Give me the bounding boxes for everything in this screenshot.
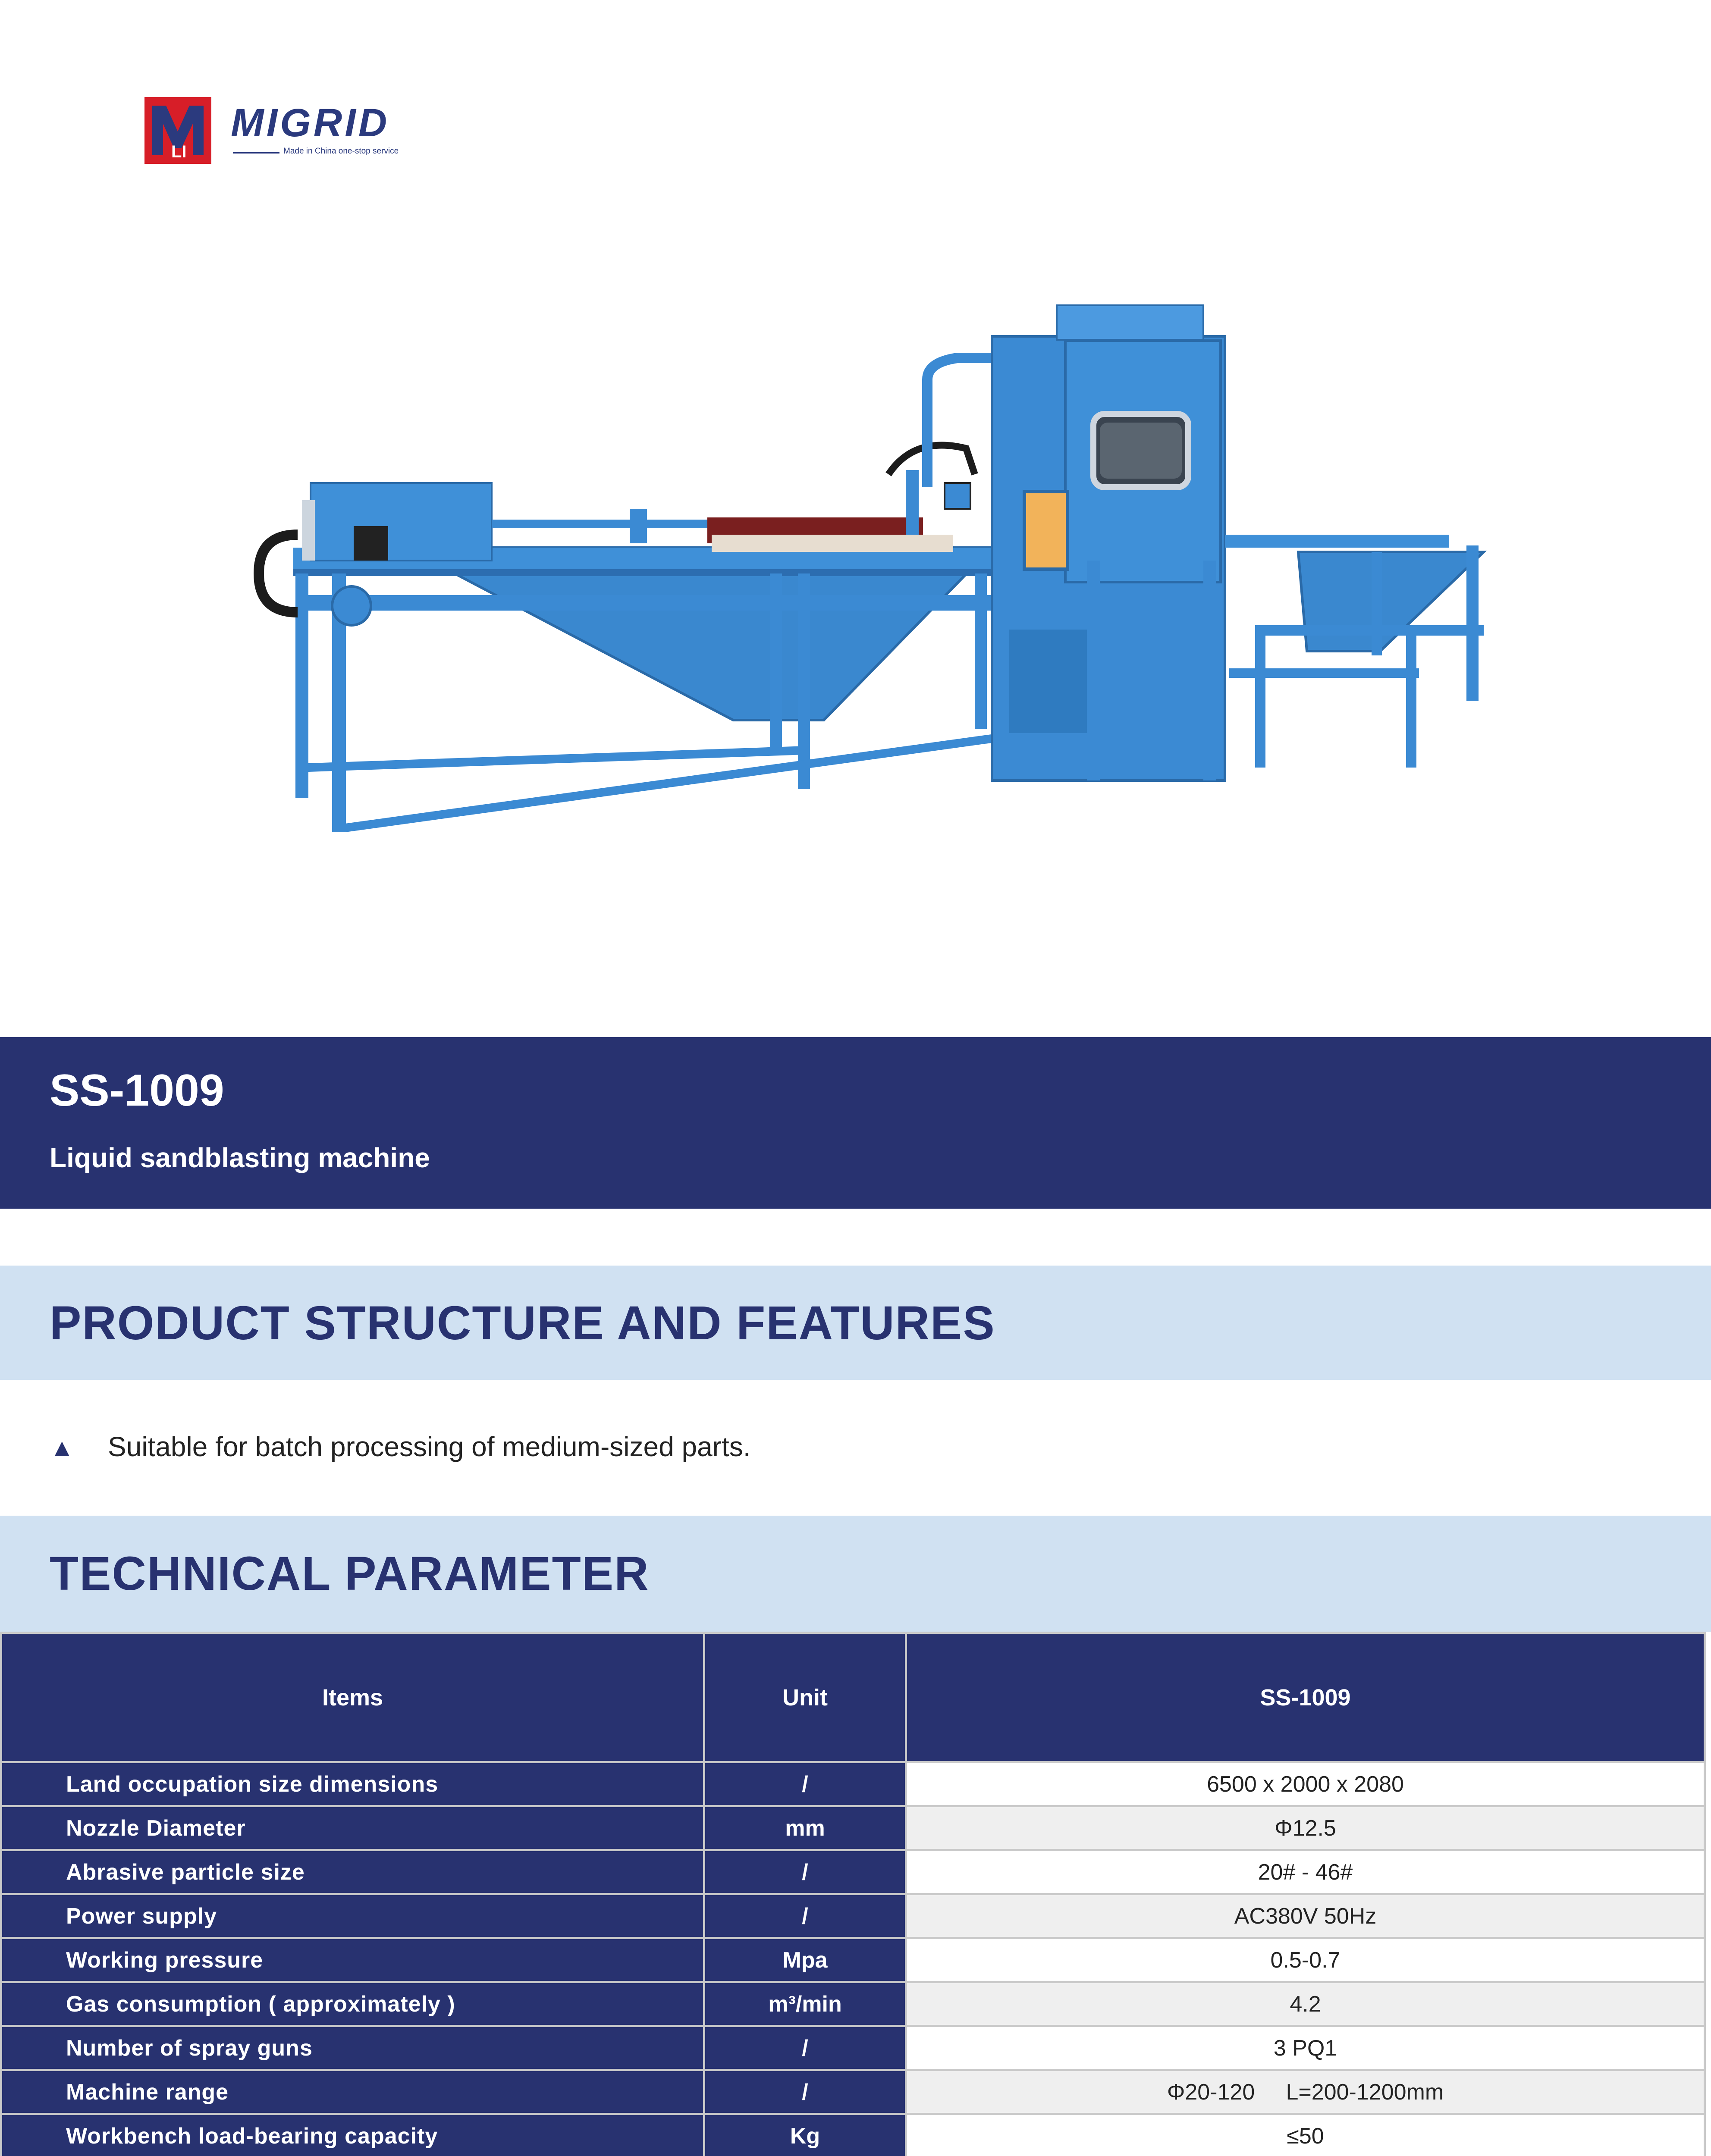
brand-name: MIGRID xyxy=(231,101,390,145)
row-item: Workbench load-bearing capacity xyxy=(1,2114,704,2156)
table-row xyxy=(1,2070,1705,2114)
row-value: 20# - 46# xyxy=(906,1850,1705,1894)
product-name: Liquid sandblasting machine xyxy=(50,1142,430,1173)
machine-image xyxy=(242,293,1501,906)
row-item: Nozzle Diameter xyxy=(1,1806,704,1850)
row-value: 0.5-0.7 xyxy=(906,1938,1705,1982)
row-unit: m³/min xyxy=(704,1982,906,2026)
row-item: Machine range xyxy=(1,2070,704,2114)
brand-tagline: Made in China one-stop service xyxy=(283,147,399,156)
row-unit: Kg xyxy=(704,2114,906,2156)
logo-mark xyxy=(144,97,211,164)
row-item: Number of spray guns xyxy=(1,2026,704,2070)
row-value: ≤50 xyxy=(906,2114,1705,2156)
brand-logo xyxy=(144,97,446,166)
row-unit: mm xyxy=(704,1806,906,1850)
row-item: Power supply xyxy=(1,1894,704,1938)
row-item: Gas consumption ( approximately ) xyxy=(1,1982,704,2026)
table-row xyxy=(1,2026,1705,2070)
row-item: Working pressure xyxy=(1,1938,704,1982)
row-unit: Mpa xyxy=(704,1938,906,1982)
row-value: AC380V 50Hz xyxy=(906,1894,1705,1938)
svg-text:LI: LI xyxy=(171,142,187,161)
row-unit: / xyxy=(704,1762,906,1806)
params-title: TECHNICAL PARAMETER xyxy=(50,1547,650,1600)
triangle-bullet-icon: ▲ xyxy=(50,1434,75,1462)
header-items: Items xyxy=(1,1633,704,1762)
row-value: 6500 x 2000 x 2080 xyxy=(906,1762,1705,1806)
logo-underline xyxy=(233,152,279,154)
table-row xyxy=(1,2114,1705,2156)
feature-item xyxy=(50,1431,751,1463)
row-unit: / xyxy=(704,2026,906,2070)
row-value: 3 PQ1 xyxy=(906,2026,1705,2070)
table-row xyxy=(1,1762,1705,1806)
header-model: SS-1009 xyxy=(906,1633,1705,1762)
features-title: PRODUCT STRUCTURE AND FEATURES xyxy=(50,1297,995,1350)
row-item: Land occupation size dimensions xyxy=(1,1762,704,1806)
row-unit: / xyxy=(704,1850,906,1894)
table-row xyxy=(1,1894,1705,1938)
row-value: Φ12.5 xyxy=(906,1806,1705,1850)
model-number: SS-1009 xyxy=(50,1065,224,1116)
header-unit: Unit xyxy=(704,1633,906,1762)
table-row xyxy=(1,1806,1705,1850)
row-unit: / xyxy=(704,2070,906,2114)
table-row xyxy=(1,1938,1705,1982)
row-item: Abrasive particle size xyxy=(1,1850,704,1894)
product-banner xyxy=(0,1037,1711,1209)
table-row xyxy=(1,1850,1705,1894)
parameter-table xyxy=(0,1632,1706,2156)
row-value: 4.2 xyxy=(906,1982,1705,2026)
row-value: Φ20-120 L=200-1200mm xyxy=(906,2070,1705,2114)
table-row xyxy=(1,1982,1705,2026)
feature-text: Suitable for batch processing of medium-sized parts. xyxy=(108,1431,751,1462)
row-unit: / xyxy=(704,1894,906,1938)
